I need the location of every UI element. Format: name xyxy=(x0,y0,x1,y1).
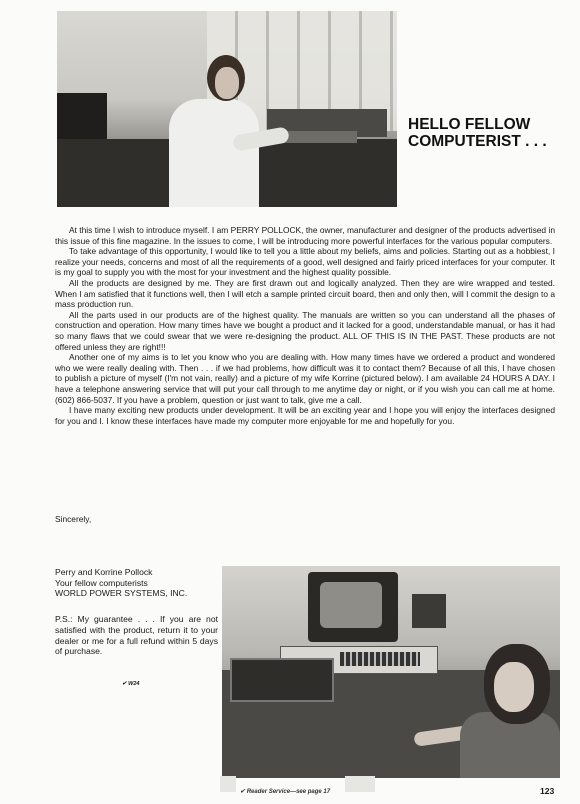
paragraph: Another one of my aims is to let you know who you are dealing with. How many times have we ordered a product and wondered who we were really dealing with. Then . . . if we had problems, how difficult was it to contact them? Because of all this, I have chosen to publish a picture of myself (I'm not vain, really) and a picture of my wife Korrine (pictured below). I am available 24 HOURS A DAY. I have a telephone answering service that will put your call through to me anytime day or night, or if you wish you can call me at home. (602) 866-5037. If you have a problem, question or just want to talk, give me a call. xyxy=(55,352,555,405)
signature-names: Perry and Korrine Pollock xyxy=(55,567,153,577)
signature-role: Your fellow computerists xyxy=(55,577,148,588)
paragraph: I have many exciting new products under development. It will be an exciting year and I hope you will enjoy the interfaces designed for you and I. I know these interfaces have made my computer more enjoyable for me and hopefully for you. xyxy=(55,405,555,426)
postscript-guarantee: P.S.: My guarantee . . . If you are not satisfied with the product, return it to your dealer or me for a full refund within 5 days of purchase. xyxy=(55,614,218,657)
page-number: 123 xyxy=(540,786,555,796)
checkmark-icon: ✔ xyxy=(240,789,246,795)
paragraph: To take advantage of this opportunity, I would like to tell you a little about my beliefs, aims and policies. Starting out as a hobbiest, I realize your needs, concerns and most of all the requirements of a good, well designed and fairly priced interfaces for your computer. It is my goal to supply you with the most for your investment and the highest quality possible. xyxy=(55,246,555,278)
reader-service-footer-text: Reader Service—see page 17 xyxy=(246,789,331,795)
closing: Sincerely, xyxy=(55,514,92,524)
paragraph: At this time I wish to introduce myself. I am PERRY POLLOCK, the owner, manufacturer and designer of the products advertised in this issue of this fine magazine. In the issues to come, I will be introducing more powerful interfaces for the various popular computers. xyxy=(55,225,555,246)
headline-line-1: HELLO FELLOW xyxy=(408,116,531,133)
paragraph: All the products are designed by me. They are first drawn out and logically analyzed. Then they are wire wrapped and tested. When I am satisfied that it functions well, then I will etch a sample printed circuit board, then and only then, will I commit the design to a mass production run. xyxy=(55,277,555,310)
signature-block xyxy=(55,567,245,599)
reader-service-footer xyxy=(240,788,330,795)
letter-body xyxy=(55,225,555,426)
photo-perry-pollock xyxy=(57,11,397,207)
reader-service-code-text: W24 xyxy=(128,681,140,687)
reader-service-code xyxy=(122,681,139,687)
paragraph: All the parts used in our products are of the highest quality. The manuals are written so you can understand all the phases of construction and operation. How many times have we bought a product and it lacked for a good, understandable manual, or has it had so many flaws that we could swear that we were re-designing the product. ALL OF THIS IS IN THE PAST. These products are not offered unless they are right!!! xyxy=(55,309,555,352)
photo-korrine-with-computer xyxy=(222,566,560,778)
footer-blank-tab xyxy=(220,776,236,792)
headline xyxy=(408,116,576,150)
checkmark-icon: ✔ xyxy=(122,681,127,687)
headline-line-2: COMPUTERIST . . . xyxy=(408,133,547,150)
footer-blank-tab xyxy=(345,776,375,792)
signature-company: WORLD POWER SYSTEMS, INC. xyxy=(55,588,188,599)
